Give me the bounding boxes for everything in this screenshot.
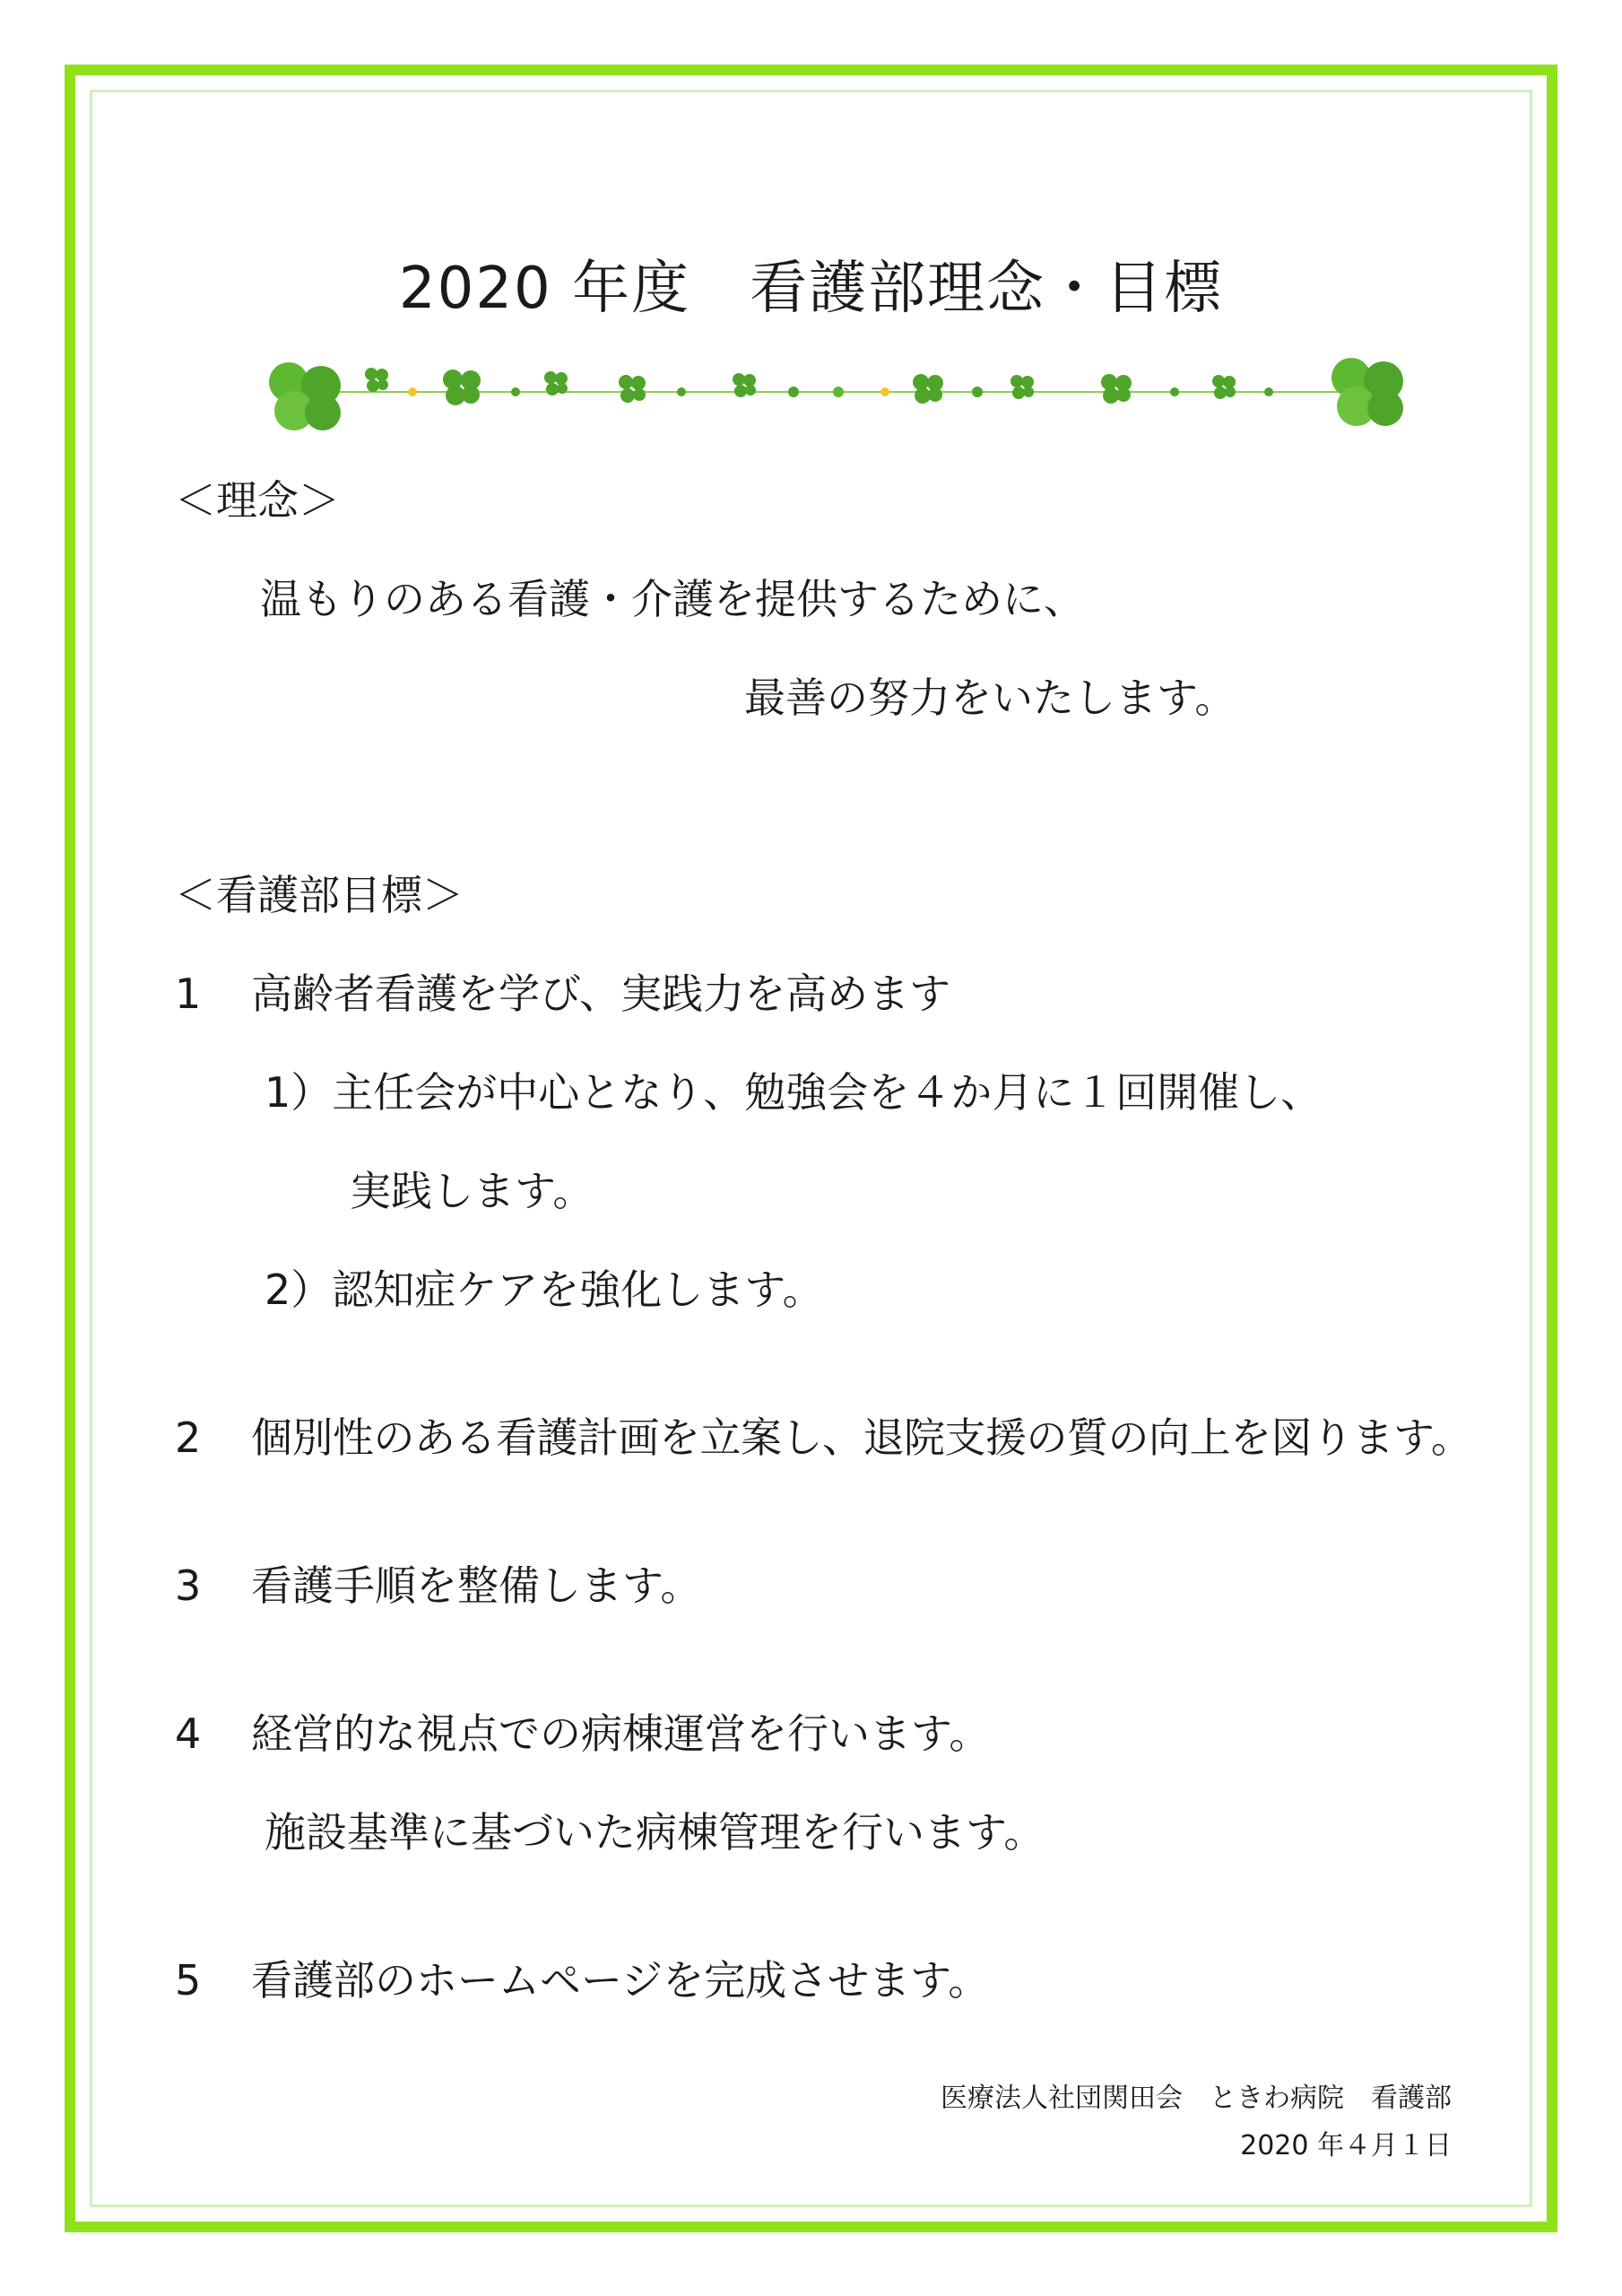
goal-number: 3	[175, 1561, 202, 1610]
goal-continuation: 施設基準に基づいた病棟管理を行います。	[265, 1808, 1045, 1857]
goal-number: 5	[175, 1956, 202, 2005]
goal-text: 看護部のホームページを完成させます。	[251, 1956, 990, 2005]
goal-text: 個別性のある看護計画を立案し、退院支援の質の向上を図ります。	[251, 1413, 1472, 1462]
clover-garland-icon	[260, 354, 1417, 453]
philosophy-heading: ＜理念＞	[175, 476, 340, 525]
goal-subitem: 1）主任会が中心となり、勉強会を４か月に１回開催し、	[265, 1068, 1323, 1117]
goals-heading: ＜看護部目標＞	[175, 871, 464, 919]
goal-number: 2	[175, 1413, 202, 1462]
goal-number: 4	[175, 1709, 202, 1758]
goal-text: 経営的な視点での病棟運営を行います。	[251, 1709, 991, 1758]
goal-subitem: 2）認知症ケアを強化します。	[265, 1265, 824, 1314]
goal-number: 1	[175, 970, 202, 1018]
goal-text: 看護手順を整備します。	[251, 1561, 702, 1610]
page-title: 2020 年度 看護部理念・目標	[398, 256, 1224, 322]
border-corner	[65, 65, 100, 100]
goal-subitem-continuation: 実践します。	[350, 1167, 594, 1215]
border-corner	[1522, 65, 1557, 100]
philosophy-line-2: 最善の努力をいたします。	[744, 674, 1236, 722]
signature-organization: 医療法人社団関田会 ときわ病院 看護部	[941, 2083, 1452, 2114]
goal-text: 高齢者看護を学び、実践力を高めます	[251, 970, 951, 1018]
border-corner	[1522, 2196, 1557, 2232]
philosophy-line-1: 温もりのある看護・介護を提供するために、	[260, 575, 1085, 623]
border-corner	[65, 2196, 100, 2232]
signature-date: 2020 年４月１日	[1240, 2130, 1452, 2161]
